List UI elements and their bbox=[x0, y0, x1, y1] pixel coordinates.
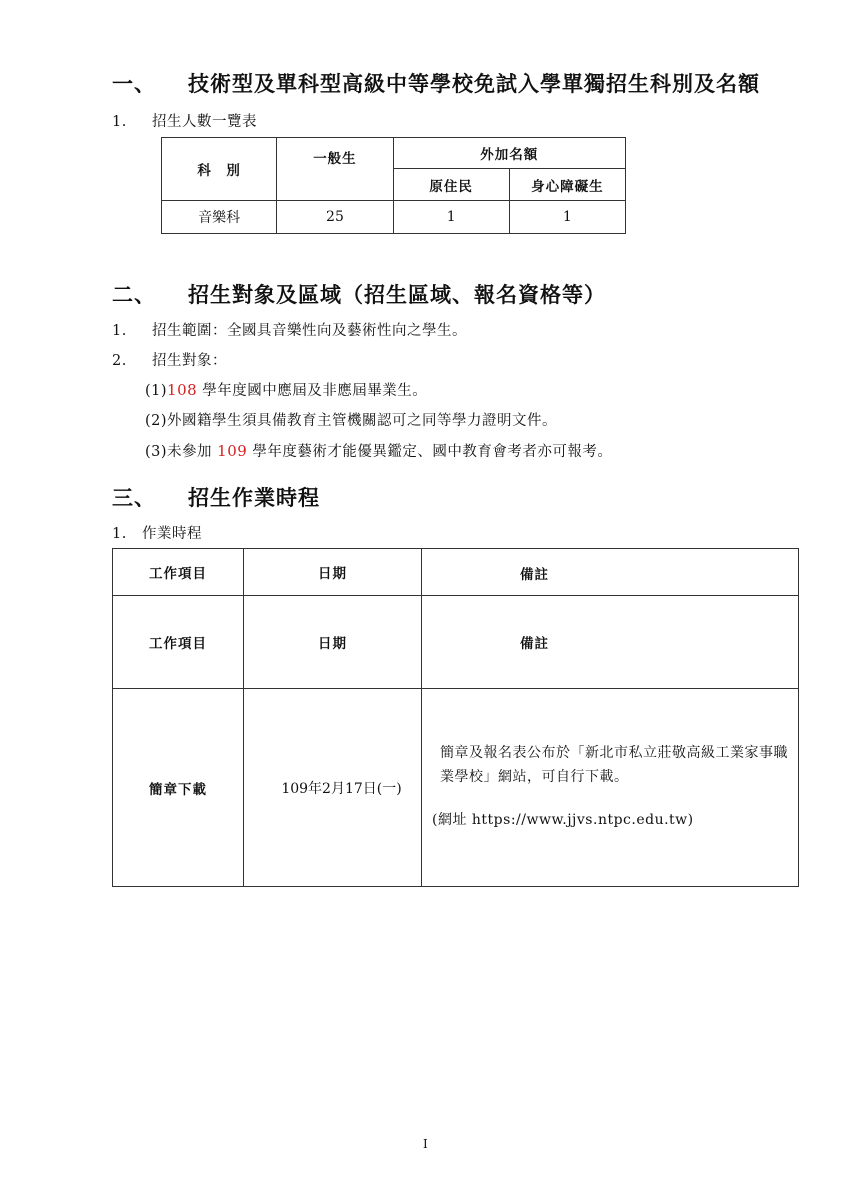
cell-general: 25 bbox=[277, 201, 393, 234]
col-item-header: 工作項目 bbox=[113, 596, 244, 689]
table-header-row bbox=[113, 596, 799, 689]
item-index: 1. bbox=[112, 114, 127, 130]
table-row bbox=[113, 689, 799, 887]
col-extra-header: 外加名額 bbox=[393, 138, 625, 169]
item-text: 招生人數一覽表 bbox=[152, 114, 257, 130]
schedule-table bbox=[112, 548, 799, 887]
cell-indigenous: 1 bbox=[393, 201, 509, 234]
section2-sub2 bbox=[145, 409, 557, 430]
sub-text: 外國籍學生須具備教育主管機關認可之同等學力證明文件。 bbox=[167, 413, 558, 429]
section2-title: 招生對象及區域（招生區域、報名資格等） bbox=[188, 283, 606, 307]
cell-item: 簡章下載 bbox=[113, 689, 244, 887]
col-general-header: 一般生 bbox=[277, 138, 393, 201]
section1-number: 一、 bbox=[112, 72, 156, 96]
highlight-year: 109 bbox=[217, 442, 248, 460]
page-number: I bbox=[423, 1137, 428, 1151]
section1-item1 bbox=[112, 110, 257, 131]
sub-text: 學年度藝術才能優異鑑定、國中教育會考者亦可報考。 bbox=[252, 444, 613, 460]
section2-item2 bbox=[112, 349, 227, 370]
col-indigenous-header: 原住民 bbox=[393, 169, 509, 201]
cell-date: 109年2月17日(一) bbox=[244, 689, 422, 887]
col-remark-header: 備註 bbox=[422, 596, 799, 689]
table-header-row bbox=[113, 549, 799, 596]
section2-number: 二、 bbox=[112, 283, 156, 307]
sub-prefix: (1) bbox=[145, 383, 168, 399]
quota-table bbox=[161, 137, 626, 234]
item-index: 1. bbox=[112, 526, 127, 542]
col-item-header: 工作項目 bbox=[113, 549, 244, 596]
col-date-header: 日期 bbox=[244, 596, 422, 689]
section3-heading bbox=[112, 482, 320, 512]
col-disabled-header: 身心障礙生 bbox=[509, 169, 625, 201]
col-dept-header: 科 別 bbox=[162, 138, 277, 201]
item-index: 1. bbox=[112, 323, 127, 339]
remark-url: (網址 https://www.jjvs.ntpc.edu.tw) bbox=[432, 812, 694, 829]
remark-text: 簡章及報名表公布於「新北市私立莊敬高級工業家事職業學校」網站，可自行下載。 bbox=[440, 744, 788, 785]
sub-prefix: (2) bbox=[145, 413, 168, 429]
highlight-year: 108 bbox=[167, 381, 198, 399]
sub-prefix: (3) bbox=[145, 444, 168, 460]
item-index: 2. bbox=[112, 353, 127, 369]
item-text: 招生範圍：全國具音樂性向及藝術性向之學生。 bbox=[152, 323, 467, 339]
cell-disabled: 1 bbox=[509, 201, 625, 234]
item-text: 作業時程 bbox=[142, 526, 202, 542]
section2-heading bbox=[112, 279, 606, 309]
section1-title: 技術型及單科型高級中等學校免試入學單獨招生科別及名額 bbox=[188, 72, 760, 96]
sub-pre-text: 未參加 bbox=[167, 444, 218, 460]
cell-remark bbox=[422, 689, 799, 887]
section3-title: 招生作業時程 bbox=[188, 486, 320, 510]
col-remark-header: 備註 bbox=[422, 549, 799, 596]
section3-number: 三、 bbox=[112, 486, 156, 510]
section2-item1 bbox=[112, 319, 467, 340]
table-row bbox=[162, 201, 626, 234]
cell-dept: 音樂科 bbox=[162, 201, 277, 234]
section1-heading bbox=[112, 68, 760, 98]
section2-sub3 bbox=[145, 440, 612, 461]
item-text: 招生對象： bbox=[152, 353, 227, 369]
section2-sub1 bbox=[145, 379, 427, 400]
sub-text: 學年度國中應屆及非應屆畢業生。 bbox=[202, 383, 428, 399]
section3-item1 bbox=[112, 522, 202, 543]
col-date-header: 日期 bbox=[244, 549, 422, 596]
